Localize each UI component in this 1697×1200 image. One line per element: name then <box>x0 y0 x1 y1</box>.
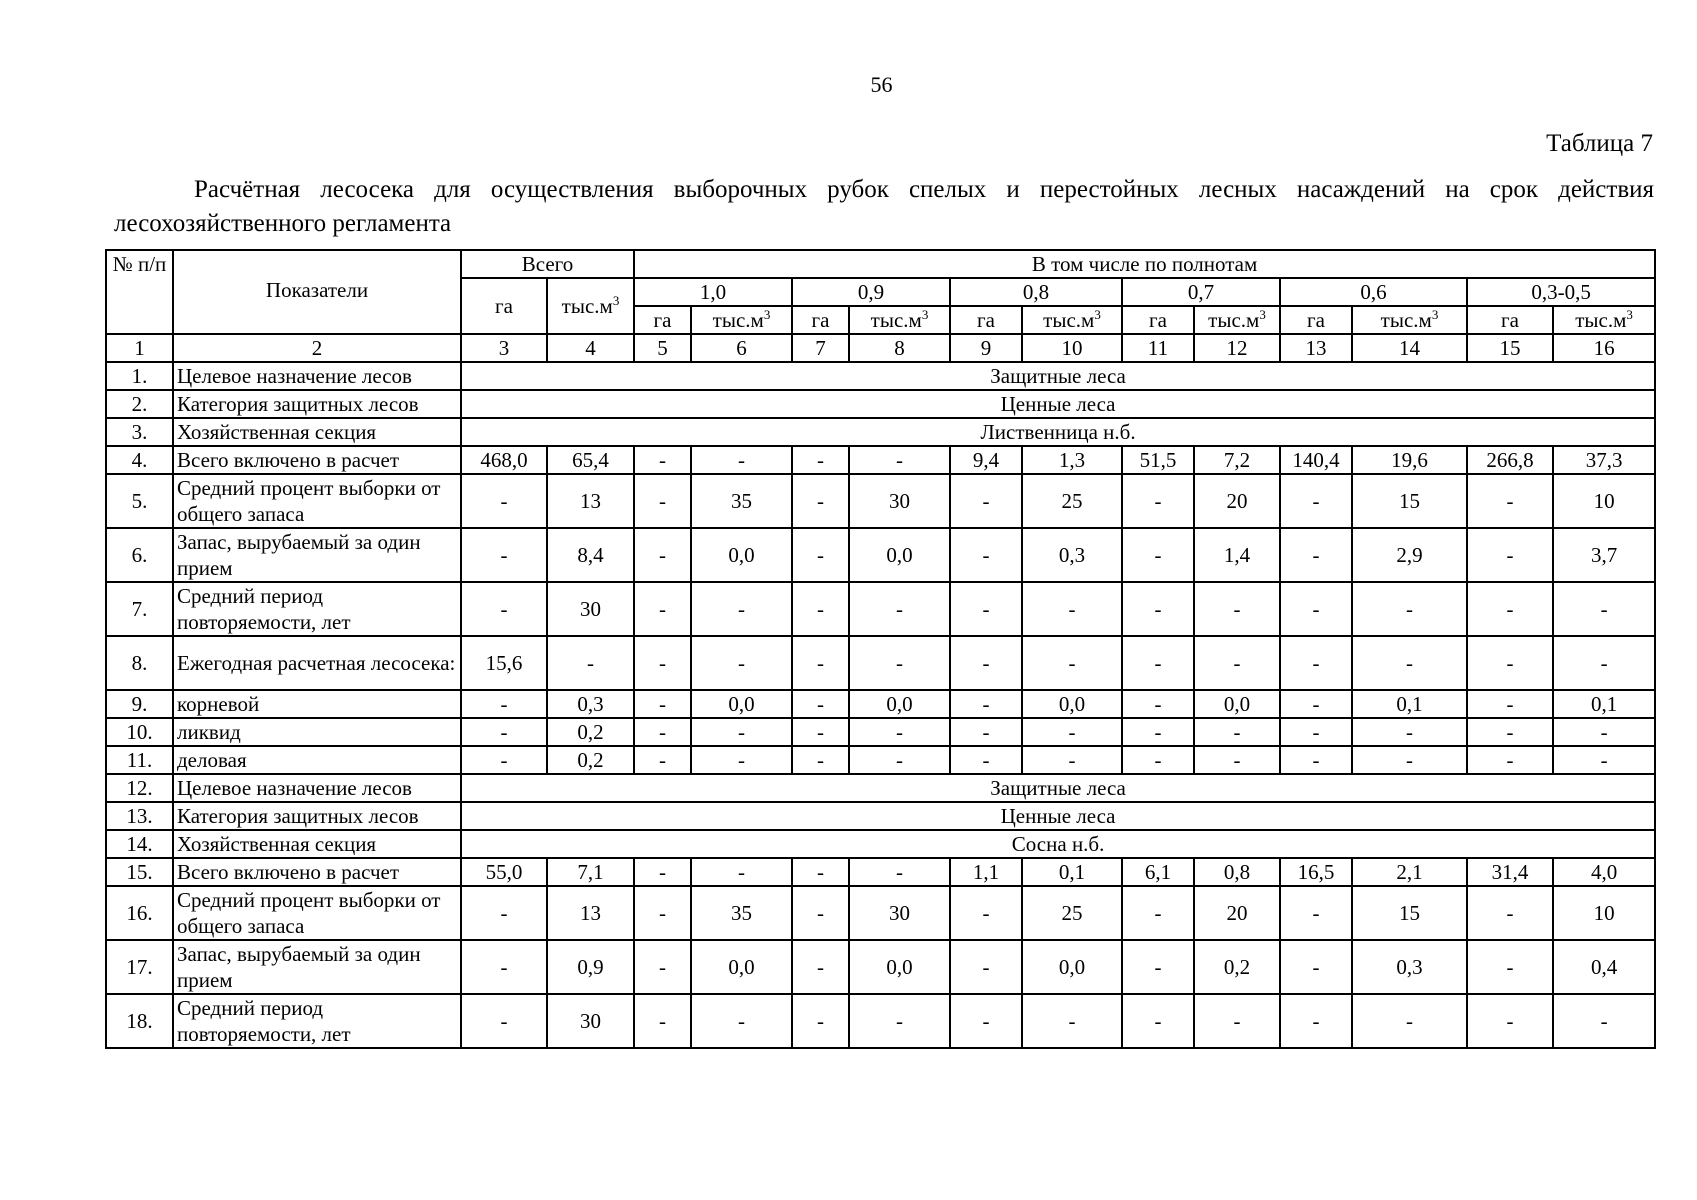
table-cell: - <box>1122 746 1194 774</box>
page-number: 56 <box>870 72 893 97</box>
table-cell: - <box>634 940 691 994</box>
table-cell: - <box>1467 528 1553 582</box>
table-cell: 7,2 <box>1194 446 1280 474</box>
row-label: корневой <box>173 690 461 718</box>
header-unit-ha: га <box>792 306 849 334</box>
row-number: 2. <box>106 390 173 418</box>
table-row <box>106 746 1655 774</box>
table-cell: 19,6 <box>1352 446 1467 474</box>
row-label: Запас, вырубаемый за один прием <box>173 940 461 994</box>
table-cell: 468,0 <box>461 446 547 474</box>
table-cell: - <box>1122 528 1194 582</box>
table-cell: - <box>1467 886 1553 940</box>
table-cell: - <box>634 718 691 746</box>
table-cell: 65,4 <box>547 446 634 474</box>
header-density: 0,9 <box>792 278 950 306</box>
table-cell: 20 <box>1194 474 1280 528</box>
table-cell: - <box>461 746 547 774</box>
table-cell: - <box>1280 474 1352 528</box>
table-cell: 0,3 <box>547 690 634 718</box>
table-cell: - <box>1352 636 1467 690</box>
table-cell: - <box>461 582 547 636</box>
header-unit-vol: $тыс.м^3$ <box>849 306 950 334</box>
column-number: 1 <box>106 334 173 362</box>
table-row <box>106 636 1655 690</box>
table-cell: - <box>792 446 849 474</box>
column-number: 11 <box>1122 334 1194 362</box>
table-cell: 16,5 <box>1280 858 1352 886</box>
table-cell: - <box>1280 746 1352 774</box>
table-cell: - <box>1352 582 1467 636</box>
table-cell: - <box>691 582 792 636</box>
table-cell: - <box>1467 746 1553 774</box>
table-cell: 1,4 <box>1194 528 1280 582</box>
header-total: Всего <box>461 250 634 278</box>
table-cell: - <box>792 746 849 774</box>
table-cell: 4,0 <box>1553 858 1655 886</box>
table-cell: - <box>1467 582 1553 636</box>
row-number: 5. <box>106 474 173 528</box>
table-cell: 6,1 <box>1122 858 1194 886</box>
table-cell: - <box>1352 994 1467 1048</box>
table-cell: - <box>691 746 792 774</box>
row-number: 13. <box>106 802 173 830</box>
row-number: 3. <box>106 418 173 446</box>
header-unit-ha: га <box>950 306 1022 334</box>
table-cell: 30 <box>547 582 634 636</box>
row-label: Средний период повторяемости, лет <box>173 582 461 636</box>
table-cell: 0,0 <box>691 528 792 582</box>
header-unit-ha: га <box>1122 306 1194 334</box>
table-cell: - <box>634 858 691 886</box>
table-row <box>106 474 1655 528</box>
row-number: 12. <box>106 774 173 802</box>
header-total-ha: га <box>461 278 547 334</box>
header-density: 0,3-0,5 <box>1467 278 1655 306</box>
table-cell: - <box>1553 636 1655 690</box>
table-cell: - <box>1194 718 1280 746</box>
table-cell: - <box>1280 886 1352 940</box>
table-cell: - <box>792 582 849 636</box>
header-unit-ha: га <box>634 306 691 334</box>
table-cell: 35 <box>691 474 792 528</box>
column-number: 13 <box>1280 334 1352 362</box>
table-cell: 30 <box>849 886 950 940</box>
column-number: 8 <box>849 334 950 362</box>
row-label: ликвид <box>173 718 461 746</box>
header-unit-vol: $тыс.м^3$ <box>1352 306 1467 334</box>
table-row <box>106 582 1655 636</box>
column-number: 12 <box>1194 334 1280 362</box>
table-cell: - <box>1467 940 1553 994</box>
table-cell: - <box>461 528 547 582</box>
table-cell: 0,0 <box>849 528 950 582</box>
table-cell: - <box>634 446 691 474</box>
row-label: Категория защитных лесов <box>173 802 461 830</box>
table-cell: 20 <box>1194 886 1280 940</box>
table-cell: - <box>1280 994 1352 1048</box>
column-number: 7 <box>792 334 849 362</box>
table-cell: 0,1 <box>1022 858 1122 886</box>
row-number: 16. <box>106 886 173 940</box>
table-cell: 9,4 <box>950 446 1022 474</box>
table-row <box>106 994 1655 1048</box>
table-cell: - <box>461 718 547 746</box>
table-cell: - <box>461 940 547 994</box>
table-cell: - <box>1022 994 1122 1048</box>
table-cell: - <box>634 886 691 940</box>
row-label: Ежегодная расчетная лесосека: <box>173 636 461 690</box>
table-cell: - <box>792 994 849 1048</box>
table-cell: - <box>950 886 1022 940</box>
table-cell: 1,1 <box>950 858 1022 886</box>
table-cell: - <box>950 746 1022 774</box>
table-cell: - <box>950 582 1022 636</box>
row-label: Хозяйственная секция <box>173 830 461 858</box>
table-cell: 25 <box>1022 886 1122 940</box>
table-cell: - <box>547 636 634 690</box>
table-cell: 35 <box>691 886 792 940</box>
table-row <box>106 390 1655 418</box>
table-cell: 0,2 <box>1194 940 1280 994</box>
header-no: № п/п <box>106 250 173 334</box>
row-label: Средний процент выборки от общего запаса <box>173 474 461 528</box>
table-cell: - <box>1022 582 1122 636</box>
column-number: 14 <box>1352 334 1467 362</box>
table-cell: - <box>1467 994 1553 1048</box>
table-cell: 10 <box>1553 886 1655 940</box>
table-cell: 0,8 <box>1194 858 1280 886</box>
table-cell: - <box>634 528 691 582</box>
table-cell: 3,7 <box>1553 528 1655 582</box>
table-cell: - <box>849 718 950 746</box>
table-cell: - <box>1280 690 1352 718</box>
table-cell: - <box>1122 582 1194 636</box>
table-cell: - <box>1280 940 1352 994</box>
table-cell: - <box>1194 994 1280 1048</box>
table-cell: 0,1 <box>1352 690 1467 718</box>
row-label: Целевое назначение лесов <box>173 362 461 390</box>
table-cell: - <box>792 858 849 886</box>
table-cell: 31,4 <box>1467 858 1553 886</box>
header-unit-vol: $тыс.м^3$ <box>1194 306 1280 334</box>
table-row <box>106 830 1655 858</box>
table-cell: - <box>849 582 950 636</box>
table-cell: - <box>1553 582 1655 636</box>
table-cell: - <box>950 528 1022 582</box>
table-cell: - <box>1467 636 1553 690</box>
table-cell: 0,0 <box>1022 690 1122 718</box>
table-row <box>106 802 1655 830</box>
table-cell: 37,3 <box>1553 446 1655 474</box>
table-row <box>106 886 1655 940</box>
header-indicators: Показатели <box>173 250 461 334</box>
table-cell: - <box>950 718 1022 746</box>
table-cell: - <box>1280 528 1352 582</box>
table-cell: - <box>634 690 691 718</box>
table-cell: 0,9 <box>547 940 634 994</box>
table-cell: 0,2 <box>547 718 634 746</box>
table-cell: - <box>1122 940 1194 994</box>
row-number: 1. <box>106 362 173 390</box>
column-number: 9 <box>950 334 1022 362</box>
table-cell: - <box>461 474 547 528</box>
table-cell: 25 <box>1022 474 1122 528</box>
table-cell: - <box>691 636 792 690</box>
table-cell: 10 <box>1553 474 1655 528</box>
table-cell: 1,3 <box>1022 446 1122 474</box>
table-cell: - <box>1553 994 1655 1048</box>
table-cell: 2,1 <box>1352 858 1467 886</box>
table-cell: - <box>691 994 792 1048</box>
table-cell: 0,3 <box>1352 940 1467 994</box>
table-row <box>106 690 1655 718</box>
table-row <box>106 940 1655 994</box>
table-cell: - <box>1467 474 1553 528</box>
table-cell: - <box>1122 994 1194 1048</box>
table-cell: - <box>1467 718 1553 746</box>
row-number: 10. <box>106 718 173 746</box>
row-number: 6. <box>106 528 173 582</box>
row-number: 9. <box>106 690 173 718</box>
table-cell: 30 <box>849 474 950 528</box>
table-cell: - <box>691 718 792 746</box>
section-value: Лиственница н.б. <box>461 418 1655 446</box>
table-cell: - <box>1022 636 1122 690</box>
header-unit-vol: $тыс.м^3$ <box>691 306 792 334</box>
table-cell: 51,5 <box>1122 446 1194 474</box>
table-row <box>106 362 1655 390</box>
column-number: 3 <box>461 334 547 362</box>
row-number: 15. <box>106 858 173 886</box>
table-cell: - <box>1194 582 1280 636</box>
table-cell: - <box>1280 636 1352 690</box>
column-number: 2 <box>173 334 461 362</box>
table-cell: - <box>1122 474 1194 528</box>
table-row <box>106 774 1655 802</box>
table-row <box>106 718 1655 746</box>
table-cell: 0,0 <box>691 690 792 718</box>
row-number: 18. <box>106 994 173 1048</box>
table-cell: - <box>1122 636 1194 690</box>
table-cell: - <box>1022 718 1122 746</box>
table-cell: 0,4 <box>1553 940 1655 994</box>
section-value: Ценные леса <box>461 802 1655 830</box>
table-cell: 8,4 <box>547 528 634 582</box>
table-cell: 0,0 <box>1022 940 1122 994</box>
table-cell: - <box>849 746 950 774</box>
table-cell: - <box>792 528 849 582</box>
header-density: 1,0 <box>634 278 792 306</box>
column-number: 10 <box>1022 334 1122 362</box>
table-cell: - <box>950 690 1022 718</box>
table-cell: - <box>950 636 1022 690</box>
table-cell: 0,0 <box>849 690 950 718</box>
table-cell: - <box>792 474 849 528</box>
table-cell: - <box>792 718 849 746</box>
table-cell: - <box>849 994 950 1048</box>
row-label: Категория защитных лесов <box>173 390 461 418</box>
table-cell: - <box>691 446 792 474</box>
column-number: 5 <box>634 334 691 362</box>
table-cell: 2,9 <box>1352 528 1467 582</box>
table-cell: - <box>634 746 691 774</box>
table-cell: - <box>792 636 849 690</box>
row-number: 8. <box>106 636 173 690</box>
table-row <box>106 418 1655 446</box>
table-cell: - <box>461 690 547 718</box>
table-cell: - <box>950 994 1022 1048</box>
table-cell: - <box>691 858 792 886</box>
table-cell: - <box>1194 636 1280 690</box>
row-number: 14. <box>106 830 173 858</box>
table-cell: 0,2 <box>547 746 634 774</box>
table-cell: - <box>1352 746 1467 774</box>
table-cell: - <box>1553 718 1655 746</box>
allowable-cut-table <box>105 249 1656 1049</box>
table-cell: - <box>1467 690 1553 718</box>
table-cell: 7,1 <box>547 858 634 886</box>
row-label: Хозяйственная секция <box>173 418 461 446</box>
table-cell: - <box>849 636 950 690</box>
table-cell: 13 <box>547 474 634 528</box>
table-cell: - <box>950 474 1022 528</box>
table-cell: 15 <box>1352 886 1467 940</box>
table-cell: - <box>792 690 849 718</box>
column-number: 6 <box>691 334 792 362</box>
table-cell: - <box>461 886 547 940</box>
table-cell: 55,0 <box>461 858 547 886</box>
row-number: 11. <box>106 746 173 774</box>
table-cell: 0,0 <box>1194 690 1280 718</box>
table-cell: - <box>792 886 849 940</box>
table-cell: - <box>1352 718 1467 746</box>
row-label: Средний процент выборки от общего запаса <box>173 886 461 940</box>
section-value: Ценные леса <box>461 390 1655 418</box>
row-number: 17. <box>106 940 173 994</box>
table-cell: 140,4 <box>1280 446 1352 474</box>
table-row <box>106 446 1655 474</box>
header-density: 0,7 <box>1122 278 1280 306</box>
header-unit-ha: га <box>1467 306 1553 334</box>
table-title: Расчётная лесосека для осуществления выборочных рубок спелых и перестойных лесных насаждений на срок действия лесохозяйственного регламента <box>114 176 1654 237</box>
table-cell: 266,8 <box>1467 446 1553 474</box>
table-cell: - <box>1122 718 1194 746</box>
table-cell: 15 <box>1352 474 1467 528</box>
table-cell: - <box>849 858 950 886</box>
table-row <box>106 528 1655 582</box>
table-cell: - <box>461 994 547 1048</box>
row-label: Всего включено в расчет <box>173 858 461 886</box>
row-label: Целевое назначение лесов <box>173 774 461 802</box>
table-cell: - <box>634 474 691 528</box>
header-total-vol: $тыс.м^3$ <box>547 278 634 334</box>
table-cell: - <box>1553 746 1655 774</box>
header-unit-vol: $тыс.м^3$ <box>1022 306 1122 334</box>
row-label: Средний период повторяемости, лет <box>173 994 461 1048</box>
section-value: Сосна н.б. <box>461 830 1655 858</box>
row-number: 4. <box>106 446 173 474</box>
column-number: 4 <box>547 334 634 362</box>
header-unit-vol: $тыс.м^3$ <box>1553 306 1655 334</box>
table-cell: 0,0 <box>849 940 950 994</box>
table-cell: - <box>1194 746 1280 774</box>
table-cell: 0,3 <box>1022 528 1122 582</box>
table-cell: - <box>792 940 849 994</box>
table-cell: - <box>634 636 691 690</box>
column-number: 16 <box>1553 334 1655 362</box>
table-cell: - <box>1122 886 1194 940</box>
table-cell: 15,6 <box>461 636 547 690</box>
header-density: 0,8 <box>950 278 1122 306</box>
table-cell: 30 <box>547 994 634 1048</box>
table-cell: - <box>634 994 691 1048</box>
table-row <box>106 858 1655 886</box>
section-value: Защитные леса <box>461 362 1655 390</box>
row-label: деловая <box>173 746 461 774</box>
table-label: Таблица 7 <box>1546 130 1653 157</box>
table-cell: 0,0 <box>691 940 792 994</box>
column-number: 15 <box>1467 334 1553 362</box>
header-unit-ha: га <box>1280 306 1352 334</box>
table-cell: - <box>1122 690 1194 718</box>
table-cell: - <box>634 582 691 636</box>
table-cell: 13 <box>547 886 634 940</box>
row-number: 7. <box>106 582 173 636</box>
table-cell: 0,1 <box>1553 690 1655 718</box>
table-cell: - <box>950 940 1022 994</box>
table-cell: - <box>849 446 950 474</box>
header-by-density: В том числе по полнотам <box>634 250 1655 278</box>
table-cell: - <box>1280 582 1352 636</box>
row-label: Всего включено в расчет <box>173 446 461 474</box>
table-cell: - <box>1022 746 1122 774</box>
section-value: Защитные леса <box>461 774 1655 802</box>
table-cell: - <box>1280 718 1352 746</box>
header-density: 0,6 <box>1280 278 1467 306</box>
row-label: Запас, вырубаемый за один прием <box>173 528 461 582</box>
